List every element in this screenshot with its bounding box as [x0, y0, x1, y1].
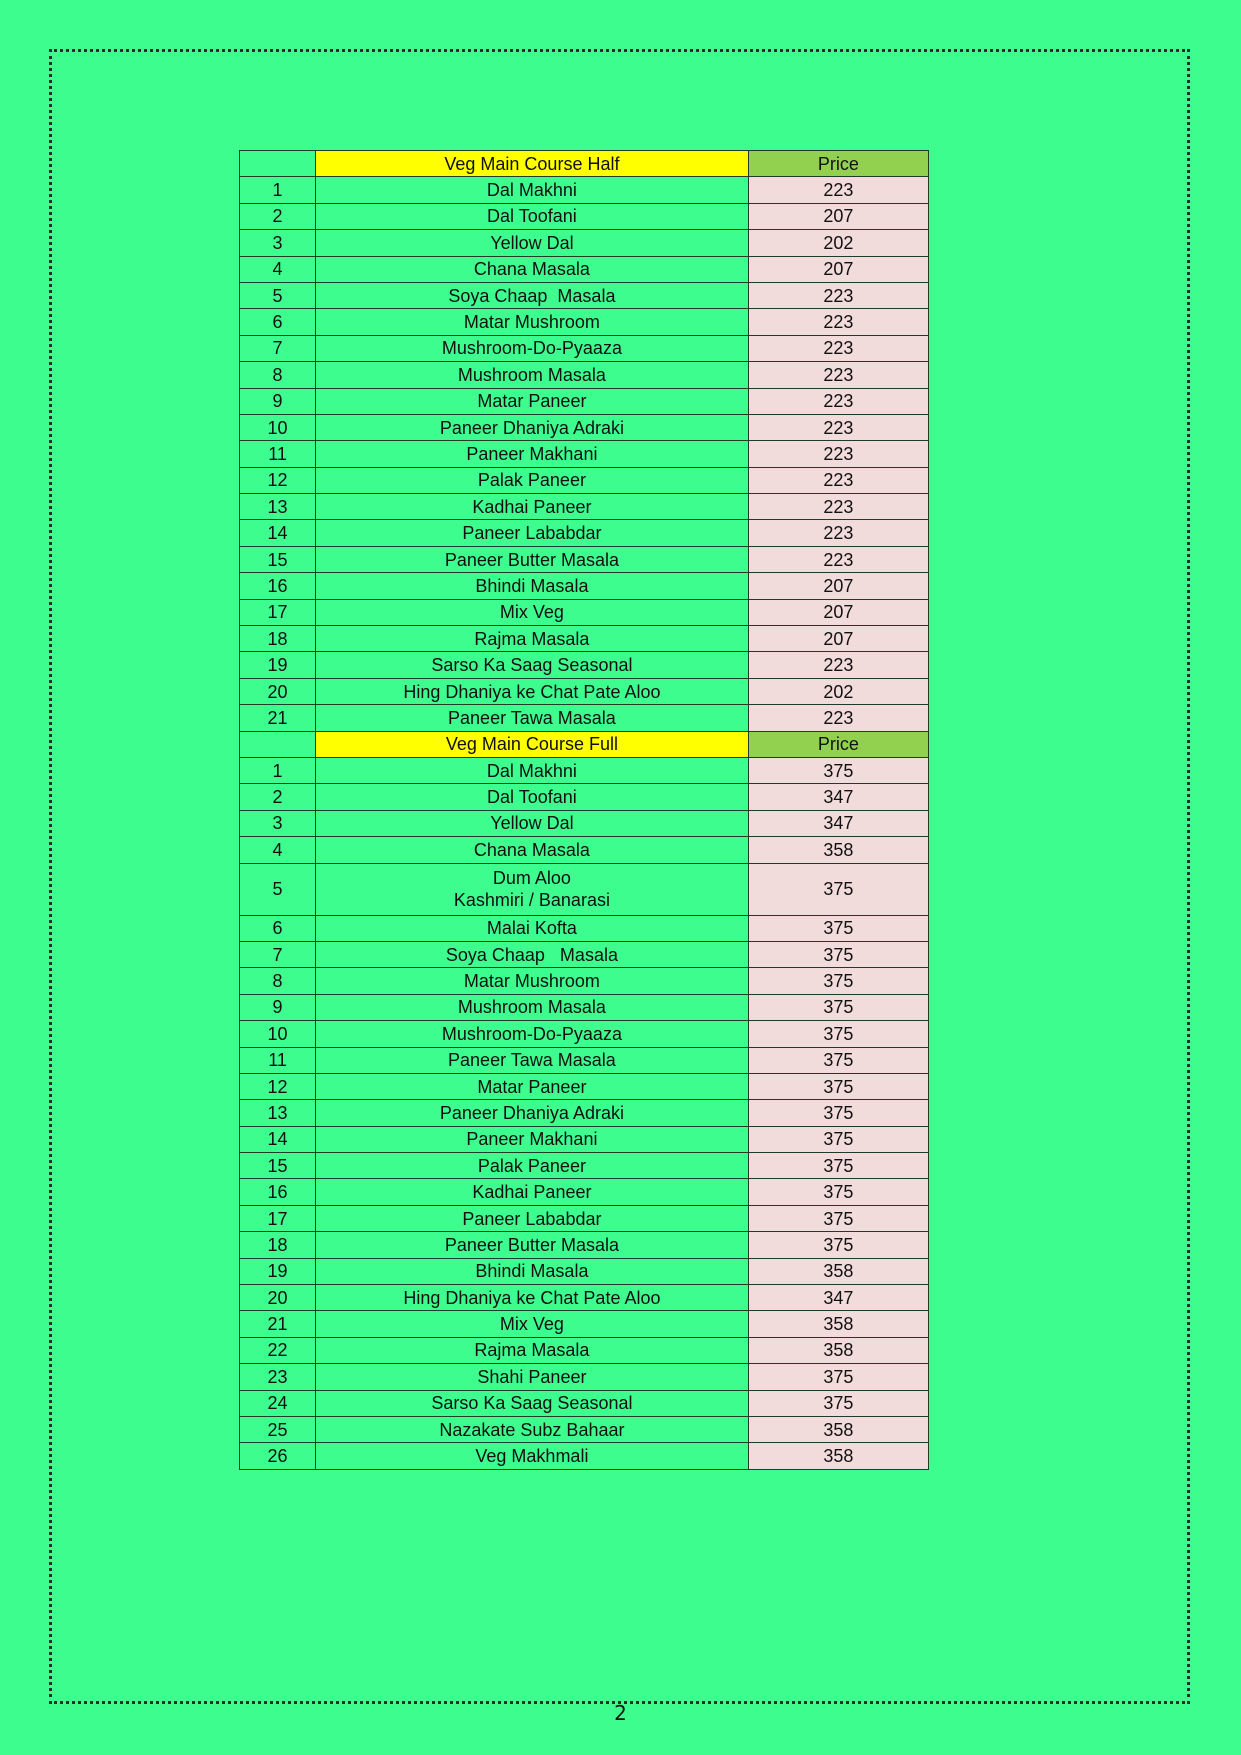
item-number: 19 — [240, 1258, 316, 1284]
price-column-header: Price — [748, 151, 928, 177]
item-name: Palak Paneer — [316, 467, 749, 493]
item-price: 375 — [748, 1021, 928, 1047]
section-header-number-cell — [240, 151, 316, 177]
menu-item-row — [240, 388, 929, 414]
item-name: Mix Veg — [316, 599, 749, 625]
item-price: 207 — [748, 256, 928, 282]
menu-item-row — [240, 1416, 929, 1442]
item-name — [316, 863, 749, 915]
item-price: 223 — [748, 652, 928, 678]
menu-item-row — [240, 1021, 929, 1047]
menu-item-row — [240, 1205, 929, 1231]
menu-table-body — [240, 151, 929, 1470]
menu-item-row — [240, 467, 929, 493]
item-number: 24 — [240, 1390, 316, 1416]
item-price: 223 — [748, 362, 928, 388]
item-price: 223 — [748, 441, 928, 467]
item-number: 4 — [240, 837, 316, 863]
item-price: 375 — [748, 863, 928, 915]
item-name: Sarso Ka Saag Seasonal — [316, 1390, 749, 1416]
item-price: 223 — [748, 388, 928, 414]
item-number: 8 — [240, 362, 316, 388]
item-number: 13 — [240, 1100, 316, 1126]
item-price: 375 — [748, 1232, 928, 1258]
menu-item-row — [240, 1126, 929, 1152]
item-price: 358 — [748, 1443, 928, 1469]
item-name: Dal Toofani — [316, 784, 749, 810]
item-name: Yellow Dal — [316, 230, 749, 256]
item-price: 223 — [748, 177, 928, 203]
item-number: 6 — [240, 309, 316, 335]
item-price: 207 — [748, 573, 928, 599]
menu-item-row — [240, 784, 929, 810]
item-number: 14 — [240, 520, 316, 546]
item-price: 223 — [748, 309, 928, 335]
item-number: 2 — [240, 784, 316, 810]
item-number: 11 — [240, 1047, 316, 1073]
item-name: Dal Makhni — [316, 757, 749, 783]
item-price: 375 — [748, 1047, 928, 1073]
item-name-line-2: Kashmiri / Banarasi — [453, 890, 610, 911]
item-name: Kadhai Paneer — [316, 1179, 749, 1205]
item-number: 10 — [240, 414, 316, 440]
item-number: 2 — [240, 203, 316, 229]
item-number: 10 — [240, 1021, 316, 1047]
item-name: Paneer Butter Masala — [316, 546, 749, 572]
menu-table — [239, 150, 929, 1470]
item-price: 375 — [748, 1126, 928, 1152]
item-name: Matar Paneer — [316, 388, 749, 414]
item-name: Bhindi Masala — [316, 573, 749, 599]
item-price: 375 — [748, 941, 928, 967]
item-number: 8 — [240, 968, 316, 994]
item-price: 223 — [748, 520, 928, 546]
item-number: 14 — [240, 1126, 316, 1152]
menu-item-row — [240, 1337, 929, 1363]
item-name: Veg Makhmali — [316, 1443, 749, 1469]
item-name: Soya Chaap Masala — [316, 282, 749, 308]
item-name: Matar Mushroom — [316, 968, 749, 994]
item-name: Chana Masala — [316, 256, 749, 282]
item-number: 9 — [240, 994, 316, 1020]
item-name: Paneer Lababdar — [316, 520, 749, 546]
menu-item-row — [240, 1179, 929, 1205]
menu-item-row — [240, 810, 929, 836]
item-price: 223 — [748, 467, 928, 493]
item-price: 358 — [748, 1258, 928, 1284]
item-name: Nazakate Subz Bahaar — [316, 1416, 749, 1442]
menu-item-row — [240, 1364, 929, 1390]
item-name: Paneer Lababdar — [316, 1205, 749, 1231]
menu-item-row — [240, 1100, 929, 1126]
item-price: 223 — [748, 705, 928, 731]
menu-item-row — [240, 414, 929, 440]
item-price: 375 — [748, 1205, 928, 1231]
item-name: Matar Paneer — [316, 1073, 749, 1099]
menu-item-row — [240, 837, 929, 863]
menu-item-row — [240, 941, 929, 967]
menu-item-row — [240, 757, 929, 783]
item-number: 15 — [240, 1153, 316, 1179]
menu-item-row — [240, 626, 929, 652]
menu-item-row — [240, 362, 929, 388]
item-number: 20 — [240, 1285, 316, 1311]
section-title: Veg Main Course Half — [316, 151, 749, 177]
price-column-header: Price — [748, 731, 928, 757]
menu-item-row — [240, 705, 929, 731]
item-name: Rajma Masala — [316, 1337, 749, 1363]
section-header-number-cell — [240, 731, 316, 757]
item-name: Paneer Tawa Masala — [316, 1047, 749, 1073]
item-price: 375 — [748, 1179, 928, 1205]
item-number: 20 — [240, 678, 316, 704]
item-number: 16 — [240, 573, 316, 599]
item-number: 23 — [240, 1364, 316, 1390]
menu-item-row — [240, 1443, 929, 1469]
item-number: 17 — [240, 599, 316, 625]
item-name: Mushroom-Do-Pyaaza — [316, 1021, 749, 1047]
item-price: 347 — [748, 1285, 928, 1311]
item-number: 18 — [240, 626, 316, 652]
menu-item-row — [240, 652, 929, 678]
menu-item-row — [240, 678, 929, 704]
item-price: 207 — [748, 626, 928, 652]
item-name: Paneer Makhani — [316, 1126, 749, 1152]
item-price: 375 — [748, 994, 928, 1020]
item-name: Bhindi Masala — [316, 1258, 749, 1284]
menu-item-row — [240, 573, 929, 599]
item-price: 375 — [748, 1153, 928, 1179]
menu-item-row — [240, 546, 929, 572]
item-number: 5 — [240, 282, 316, 308]
item-name: Shahi Paneer — [316, 1364, 749, 1390]
menu-item-row — [240, 1232, 929, 1258]
item-name: Sarso Ka Saag Seasonal — [316, 652, 749, 678]
item-price: 358 — [748, 1416, 928, 1442]
section-title: Veg Main Course Full — [316, 731, 749, 757]
menu-item-row — [240, 863, 929, 915]
item-name: Matar Mushroom — [316, 309, 749, 335]
item-number: 3 — [240, 230, 316, 256]
item-number: 3 — [240, 810, 316, 836]
item-price: 358 — [748, 1311, 928, 1337]
menu-item-row — [240, 1073, 929, 1099]
item-price: 223 — [748, 546, 928, 572]
item-name: Paneer Dhaniya Adraki — [316, 414, 749, 440]
menu-item-row — [240, 599, 929, 625]
menu-item-row — [240, 203, 929, 229]
item-number: 25 — [240, 1416, 316, 1442]
item-name: Soya Chaap Masala — [316, 941, 749, 967]
item-number: 12 — [240, 467, 316, 493]
menu-item-row — [240, 1258, 929, 1284]
section-header-row — [240, 731, 929, 757]
menu-item-row — [240, 968, 929, 994]
item-price: 347 — [748, 784, 928, 810]
item-name: Dal Toofani — [316, 203, 749, 229]
item-number: 21 — [240, 705, 316, 731]
menu-item-row — [240, 520, 929, 546]
item-name: Malai Kofta — [316, 915, 749, 941]
page-number: 2 — [614, 1701, 627, 1725]
item-price: 223 — [748, 494, 928, 520]
item-price: 207 — [748, 599, 928, 625]
menu-item-row — [240, 335, 929, 361]
item-number: 1 — [240, 177, 316, 203]
menu-item-row — [240, 1390, 929, 1416]
item-number: 17 — [240, 1205, 316, 1231]
section-header-row — [240, 151, 929, 177]
menu-item-row — [240, 309, 929, 335]
item-name: Mushroom-Do-Pyaaza — [316, 335, 749, 361]
item-number: 13 — [240, 494, 316, 520]
item-price: 223 — [748, 414, 928, 440]
menu-item-row — [240, 915, 929, 941]
item-number: 12 — [240, 1073, 316, 1099]
item-number: 5 — [240, 863, 316, 915]
item-number: 9 — [240, 388, 316, 414]
item-number: 16 — [240, 1179, 316, 1205]
item-name: Dal Makhni — [316, 177, 749, 203]
item-name: Hing Dhaniya ke Chat Pate Aloo — [316, 1285, 749, 1311]
item-name: Chana Masala — [316, 837, 749, 863]
item-name: Palak Paneer — [316, 1153, 749, 1179]
menu-item-row — [240, 1285, 929, 1311]
item-number: 7 — [240, 941, 316, 967]
menu-item-row — [240, 230, 929, 256]
item-price: 375 — [748, 1390, 928, 1416]
item-name: Hing Dhaniya ke Chat Pate Aloo — [316, 678, 749, 704]
item-number: 19 — [240, 652, 316, 678]
item-number: 1 — [240, 757, 316, 783]
item-price: 375 — [748, 1073, 928, 1099]
item-name-line-1: Dum Aloo — [492, 868, 571, 889]
item-price: 375 — [748, 1364, 928, 1390]
item-price: 347 — [748, 810, 928, 836]
item-number: 22 — [240, 1337, 316, 1363]
item-number: 26 — [240, 1443, 316, 1469]
item-price: 358 — [748, 837, 928, 863]
item-number: 15 — [240, 546, 316, 572]
menu-item-row — [240, 494, 929, 520]
item-name: Paneer Tawa Masala — [316, 705, 749, 731]
item-price: 375 — [748, 1100, 928, 1126]
item-number: 18 — [240, 1232, 316, 1258]
item-price: 375 — [748, 915, 928, 941]
item-price: 207 — [748, 203, 928, 229]
item-name: Kadhai Paneer — [316, 494, 749, 520]
item-name: Yellow Dal — [316, 810, 749, 836]
item-number: 6 — [240, 915, 316, 941]
item-price: 375 — [748, 757, 928, 783]
item-number: 21 — [240, 1311, 316, 1337]
item-price: 202 — [748, 678, 928, 704]
menu-item-row — [240, 1047, 929, 1073]
item-number: 7 — [240, 335, 316, 361]
menu-item-row — [240, 282, 929, 308]
item-name: Rajma Masala — [316, 626, 749, 652]
item-name: Paneer Makhani — [316, 441, 749, 467]
item-name: Mushroom Masala — [316, 362, 749, 388]
menu-item-row — [240, 256, 929, 282]
menu-item-row — [240, 994, 929, 1020]
menu-item-row — [240, 1153, 929, 1179]
item-price: 223 — [748, 335, 928, 361]
item-name: Mix Veg — [316, 1311, 749, 1337]
item-number: 4 — [240, 256, 316, 282]
menu-item-row — [240, 441, 929, 467]
item-name: Paneer Butter Masala — [316, 1232, 749, 1258]
item-price: 223 — [748, 282, 928, 308]
item-price: 375 — [748, 968, 928, 994]
item-number: 11 — [240, 441, 316, 467]
menu-item-row — [240, 177, 929, 203]
menu-item-row — [240, 1311, 929, 1337]
item-name: Paneer Dhaniya Adraki — [316, 1100, 749, 1126]
item-price: 358 — [748, 1337, 928, 1363]
item-price: 202 — [748, 230, 928, 256]
item-name: Mushroom Masala — [316, 994, 749, 1020]
